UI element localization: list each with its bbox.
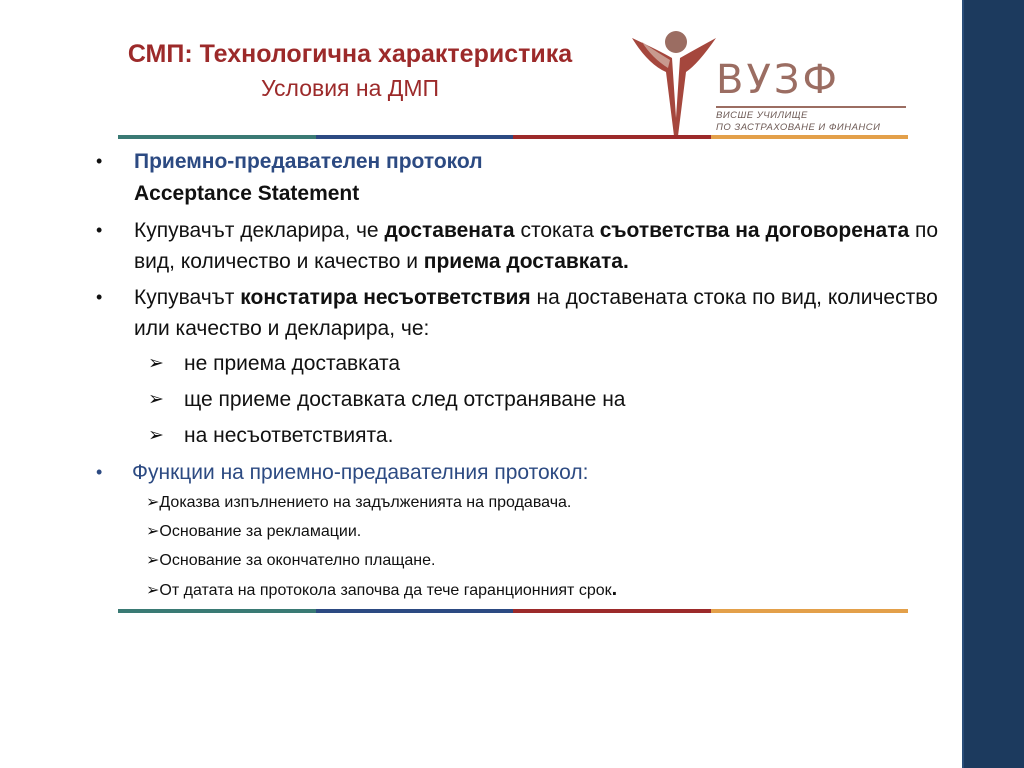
text-bold: доставената xyxy=(384,219,515,242)
arrow-icon: ➢ xyxy=(148,353,164,374)
logo-subtitle-2: ПО ЗАСТРАХОВАНЕ И ФИНАНСИ xyxy=(716,122,881,133)
bottom-divider xyxy=(118,609,908,613)
function-item xyxy=(92,548,962,573)
top-divider xyxy=(118,135,908,139)
arrow-icon: ➢ xyxy=(148,425,164,446)
logo-name: ВУЗФ xyxy=(716,57,840,103)
slide-title xyxy=(100,38,600,104)
slide-content xyxy=(92,146,962,607)
text-bold: съответства на договорената xyxy=(599,219,910,242)
title-subtitle: Условия на ДМП xyxy=(260,75,440,101)
function-text: Основание за рекламации. xyxy=(159,523,362,540)
bullet-icon: • xyxy=(96,220,103,240)
sub-item-text: не приема доставката xyxy=(184,352,401,375)
sub-item-text: на несъответствията. xyxy=(184,424,394,447)
bullet-subheading: Acceptance Statement xyxy=(134,182,360,205)
bullet-icon: • xyxy=(96,462,103,482)
sub-item-text: ще приеме доставката след отстраняване на xyxy=(184,388,626,411)
function-item xyxy=(92,577,962,603)
bullet-icon: • xyxy=(96,151,103,171)
vuzf-logo xyxy=(628,28,918,138)
text: по вид, количество и качество и xyxy=(134,219,939,273)
title-main: СМП: Технологична характеристика xyxy=(127,40,573,68)
text: Купувачът декларира, че xyxy=(134,219,385,242)
function-text: Основание за окончателно плащане. xyxy=(159,552,436,569)
arrow-icon: ➢ xyxy=(148,389,164,410)
bullet-nonconformity xyxy=(92,282,962,344)
arrow-icon: ➢ xyxy=(146,552,160,569)
text-bold: . xyxy=(611,578,618,600)
bullet-icon: • xyxy=(96,287,103,307)
right-sidebar-bar xyxy=(962,0,1024,768)
function-item xyxy=(92,519,962,544)
logo-underline xyxy=(716,106,906,108)
arrow-icon: ➢ xyxy=(146,582,160,599)
function-item xyxy=(92,490,962,515)
bullet-acceptance xyxy=(92,146,962,177)
function-text: Доказва изпълнението на задълженията на продавача. xyxy=(159,494,572,511)
logo-figure-icon xyxy=(628,28,718,138)
function-text: От датата на протокола започва да тече гаранционният срок xyxy=(159,582,612,599)
text: стоката xyxy=(514,219,600,242)
text-bold: констатира несъответствия xyxy=(240,286,531,309)
logo-subtitle-1: ВИСШЕ УЧИЛИЩЕ xyxy=(716,110,808,121)
sub-item xyxy=(92,385,962,415)
sub-item xyxy=(92,421,962,451)
arrow-icon: ➢ xyxy=(146,494,160,511)
text-bold: приема доставката. xyxy=(423,250,629,273)
arrow-icon: ➢ xyxy=(146,523,160,540)
bullet-heading: Приемно-предавателен протокол xyxy=(134,150,483,173)
text: на доставената стока по вид, количество или качество и декларира, че: xyxy=(134,286,938,340)
functions-heading: Функции на приемно-предавателния протокол: xyxy=(132,461,589,484)
text: Купувачът xyxy=(134,286,241,309)
bullet-declaration xyxy=(92,215,962,277)
bullet-functions xyxy=(92,457,962,488)
sub-item xyxy=(92,349,962,379)
